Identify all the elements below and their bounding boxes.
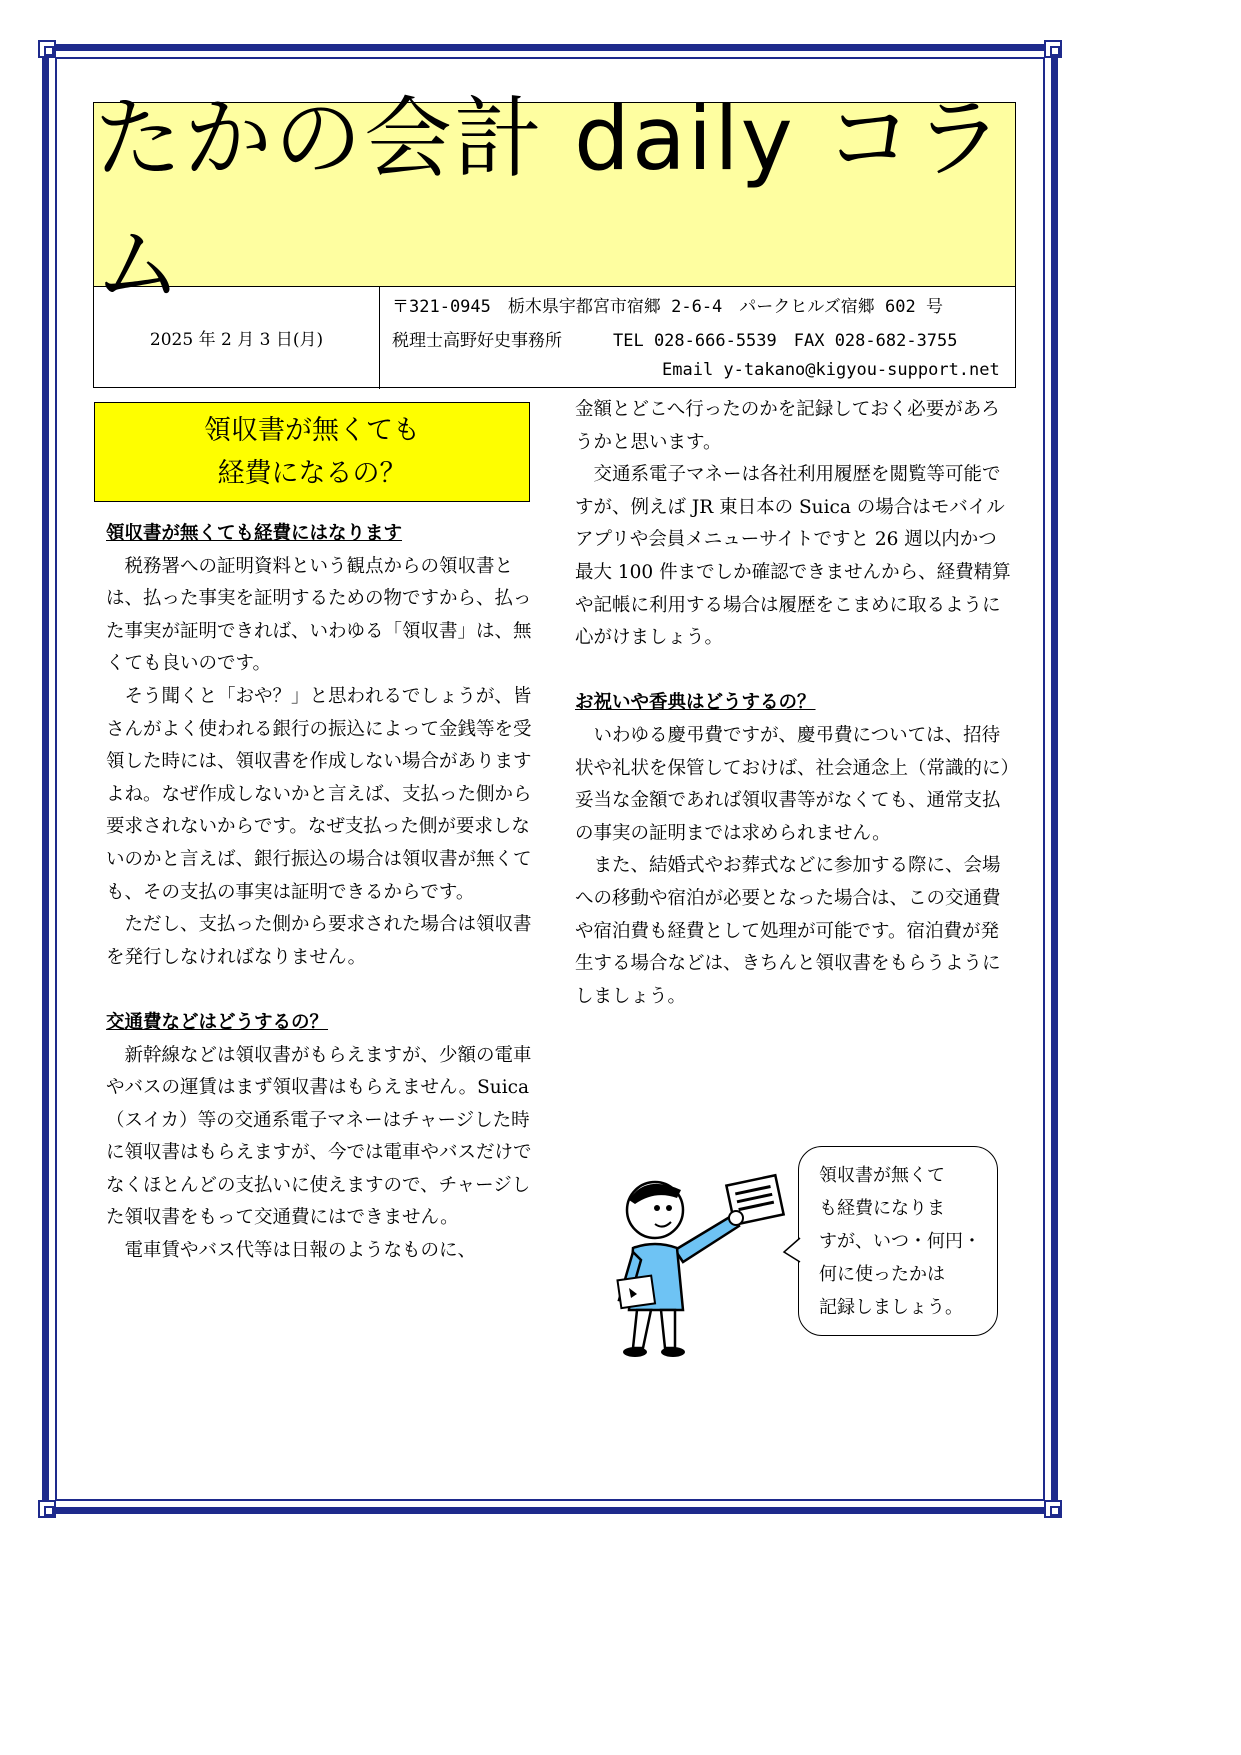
issue-date: 2025 年 2 月 3 日(月) <box>94 286 380 389</box>
paragraph: 金額とどこへ行ったのかを記録しておく必要があろうかと思います。 <box>575 399 1000 453</box>
section-title: お祝いや香典はどうするの？ <box>575 692 816 714</box>
bubble-line: 記録しましょう。 <box>819 1297 963 1318</box>
paragraph: 電車賃やバス代等は日報のようなものに、 <box>106 1240 477 1262</box>
bubble-line: も経費になりま <box>819 1198 945 1219</box>
article-heading-line: 経費になるの？ <box>217 458 407 489</box>
section-title: 交通費などはどうするの？ <box>106 1011 329 1033</box>
paragraph: そう聞くと「おや？」と思われるでしょうが、皆さんがよく使われる銀行の振込によって金銭等を受領した時には、領収書を作成しない場合がありますよね。なぜ作成しないかと言えば、支払った側から要求されないからです。なぜ支払った側が要求しないのかと言えば、銀行振込の場合は領収書が無くても、その支払の事実は証明できるからです。 <box>106 685 532 903</box>
email-line: Email y-takano@kigyou-support.net <box>662 360 1000 380</box>
bubble-tail <box>782 1236 802 1266</box>
contact-block <box>392 286 1015 389</box>
border-corner <box>1044 1500 1062 1518</box>
paragraph: 新幹線などは領収書がもらえますが、少額の電車やバスの運賃はまず領収書はもらえません。Suica（スイカ）等の交通系電子マネーはチャージした時に領収書はもらえますが、今では電車やバスだけでなくほとんどの支払いに使えますので、チャージした領収書をもって交通費にはできません。 <box>106 1044 532 1229</box>
column-right <box>575 394 1011 1013</box>
article-heading <box>94 402 530 502</box>
masthead <box>93 86 1016 388</box>
paragraph: ただし、支払った側から要求された場合は領収書を発行しなければなりません。 <box>106 914 532 968</box>
paragraph: いわゆる慶弔費ですが、慶弔費については、招待状や礼状を保管しておけば、社会通念上（常識的に）妥当な金額であれば領収書等がなくても、通常支払の事実の証明までは求められません。 <box>575 724 1010 844</box>
bubble-line: 何に使ったかは <box>819 1264 945 1285</box>
address-line: 〒321-0945 栃木県宇都宮市宿郷 2-6-4 パークヒルズ宿郷 602 号 <box>392 297 943 317</box>
column-left <box>106 518 540 1268</box>
bubble-line: すが、いつ・何円・ <box>819 1231 981 1252</box>
speech-bubble <box>798 1146 998 1336</box>
bubble-line: 領収書が無くて <box>819 1165 945 1186</box>
page-title: たかの会計 daily コラム <box>94 86 1005 316</box>
section-title: 領収書が無くても経費にはなります <box>106 523 403 544</box>
border-corner <box>1044 40 1062 58</box>
paragraph: 税務署への証明資料という観点からの領収書とは、払った事実を証明するための物ですから、払った事実が証明できれば、いわゆる「領収書」は、無くても良いのです。 <box>106 555 532 675</box>
info-row <box>94 286 1015 389</box>
paragraph: また、結婚式やお葬式などに参加する際に、会場への移動や宿泊が必要となった場合は、この交通費や宿泊費も経費として処理が可能です。宿泊費が発生する場合などは、きちんと領収書をもらうようにしましょう。 <box>575 855 1001 1007</box>
paragraph: 交通系電子マネーは各社利用履歴を閲覧等可能ですが、例えば JR 東日本の Suica の場合はモバイルアプリや会員メニューサイトですと 26 週以内かつ最大 100 件までしか確認できませんから、経費精算や記帳に利用する場合は履歴をこまめに取るように心がけましょう。 <box>575 464 1011 649</box>
office-line: 税理士高野好史事務所 TEL 028-666-5539 FAX 028-682-3755 <box>392 331 958 351</box>
border-corner <box>38 40 56 58</box>
border-corner <box>38 1500 56 1518</box>
article-heading-line: 領収書が無くても <box>204 415 420 446</box>
